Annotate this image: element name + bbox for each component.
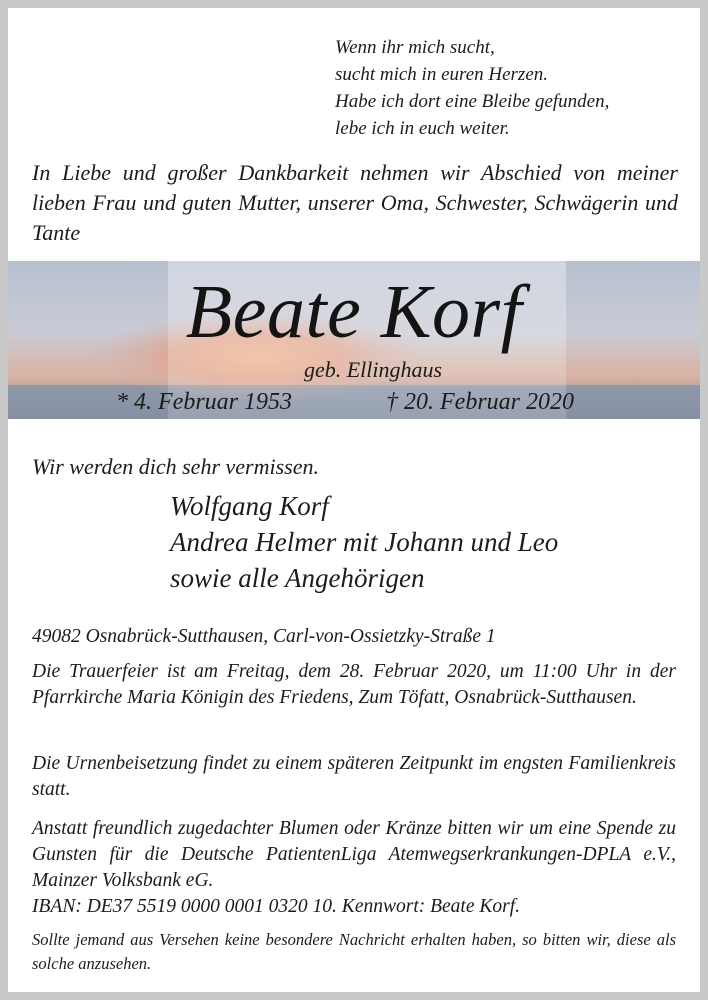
birth-date: * 4. Februar 1953 bbox=[116, 389, 292, 415]
iban-line: IBAN: DE37 5519 0000 0001 0320 10. Kennwort: Beate Korf. bbox=[32, 896, 521, 917]
family-address: 49082 Osnabrück-Sutthausen, Carl-von-Ossietzky-Straße 1 bbox=[32, 626, 496, 647]
urn-burial-info: Die Urnenbeisetzung findet zu einem späteren Zeitpunkt im engsten Familienkreis statt. bbox=[32, 753, 676, 800]
mourner: Wolfgang Korf bbox=[170, 491, 329, 521]
poem bbox=[335, 34, 609, 142]
obituary-notice bbox=[8, 8, 700, 992]
mourner: Andrea Helmer mit Johann und Leo bbox=[170, 527, 559, 557]
mourners-list bbox=[170, 488, 558, 596]
death-date: † 20. Februar 2020 bbox=[386, 389, 574, 415]
intro-text: In Liebe und großer Dankbarkeit nehmen wir Abschied von meiner lieben Frau und guten Mutter, unserer Oma, Schwester, Schwägerin und Tante bbox=[32, 160, 678, 245]
sunset-banner bbox=[8, 261, 700, 419]
funeral-service-info: Die Trauerfeier ist am Freitag, dem 28. Februar 2020, um 11:00 Uhr in der Pfarrkirche Maria Königin des Friedens, Zum Töfatt, Osnabrück-Sutthausen. bbox=[32, 661, 676, 708]
poem-line: Wenn ihr mich sucht, bbox=[335, 37, 495, 58]
poem-line: sucht mich in euren Herzen. bbox=[335, 64, 548, 85]
deceased-name: Beate Korf bbox=[185, 270, 523, 354]
mourner: sowie alle Angehörigen bbox=[170, 563, 425, 593]
maiden-name: geb. Ellinghaus bbox=[303, 357, 443, 382]
donation-request: Anstatt freundlich zugedachter Blumen oder Kränze bitten wir um eine Spende zu Gunsten für die Deutsche PatientenLiga Atemwegserkrankungen-DPLA e.V., Mainzer Volksbank eG. bbox=[32, 818, 676, 891]
notification-notice: Sollte jemand aus Versehen keine besondere Nachricht erhalten haben, so bitten wir, diese als solche anzusehen. bbox=[32, 930, 676, 973]
poem-line: lebe ich in euch weiter. bbox=[335, 118, 510, 139]
poem-line: Habe ich dort eine Bleibe gefunden, bbox=[335, 91, 610, 112]
farewell-line: Wir werden dich sehr vermissen. bbox=[32, 454, 319, 479]
